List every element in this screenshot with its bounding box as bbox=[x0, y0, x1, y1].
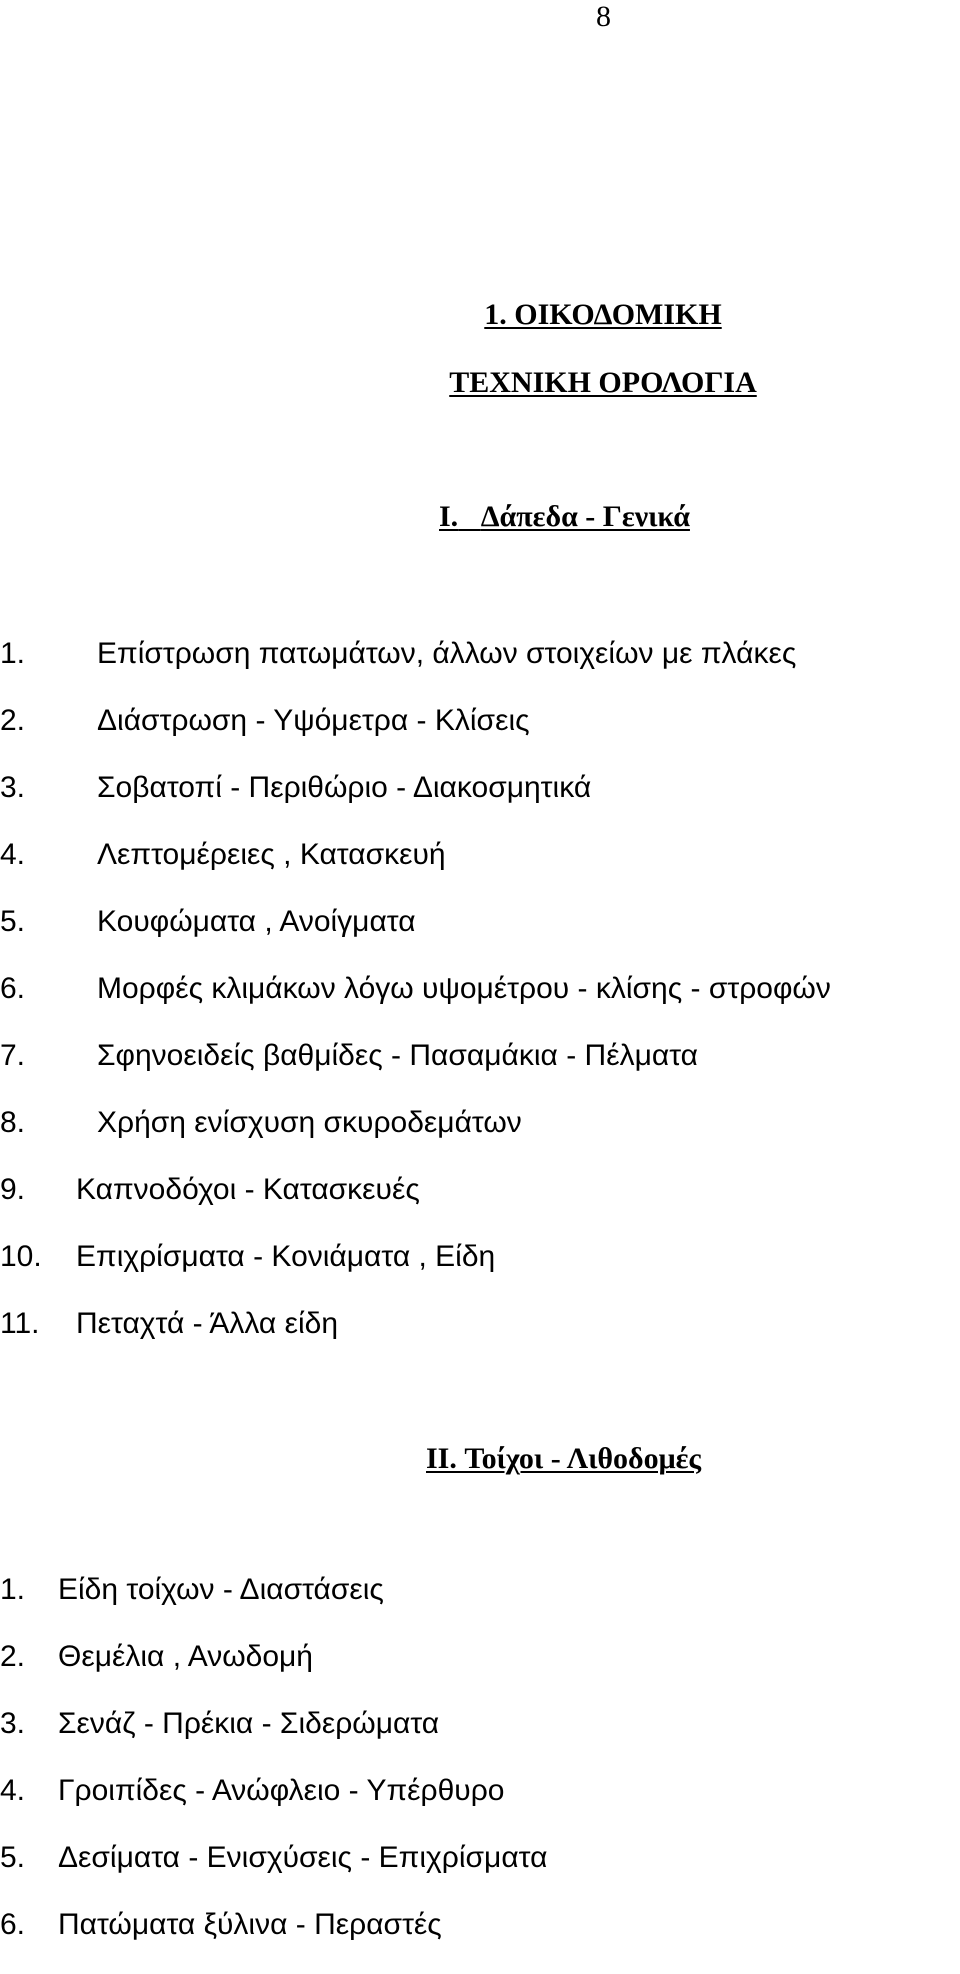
chapter-title-line1: 1. ΟΙΚΟΔΟΜΙΚΗ bbox=[484, 298, 722, 331]
item-number: 4. bbox=[0, 1774, 26, 1807]
item-number: 10. bbox=[0, 1240, 42, 1273]
item-text: Θεμέλια , Ανωδομή bbox=[58, 1640, 313, 1673]
item-text: Καπνοδόχοι - Κατασκευές bbox=[76, 1173, 420, 1206]
item-text: Σφηνοειδείς βαθμίδες - Πασαμάκια - Πέλματα bbox=[97, 1039, 698, 1072]
section-title: Δάπεδα - Γενικά bbox=[480, 500, 690, 533]
item-text: Διάστρωση - Υψόμετρα - Κλίσεις bbox=[97, 704, 530, 737]
item-number: 1. bbox=[0, 637, 26, 670]
item-number: 7. bbox=[0, 1039, 26, 1072]
item-number: 4. bbox=[0, 838, 26, 871]
item-number: 3. bbox=[0, 1707, 26, 1740]
item-text: Πεταχτά - Άλλα είδη bbox=[76, 1307, 339, 1340]
item-text: Μορφές κλιμάκων λόγω υψομέτρου - κλίσης - στροφών bbox=[97, 972, 831, 1005]
item-number: 11. bbox=[0, 1307, 40, 1340]
item-number: 5. bbox=[0, 1841, 26, 1874]
item-text: Δεσίματα - Ενισχύσεις - Επιχρίσματα bbox=[58, 1841, 548, 1874]
item-text: Είδη τοίχων - Διαστάσεις bbox=[58, 1573, 384, 1606]
item-text: Σενάζ - Πρέκια - Σιδερώματα bbox=[58, 1707, 440, 1740]
item-text: Κουφώματα , Ανοίγματα bbox=[97, 905, 416, 938]
section-title: II. Τοίχοι - Λιθοδομές bbox=[426, 1442, 702, 1475]
item-number: 8. bbox=[0, 1106, 26, 1139]
section-heading-walls bbox=[426, 1441, 701, 1477]
item-text: Πατώματα ξύλινα - Περαστές bbox=[58, 1908, 442, 1941]
item-number: 3. bbox=[0, 771, 26, 804]
section-roman-numeral: I. bbox=[439, 500, 459, 533]
item-text: Γροιπίδες - Ανώφλειο - Υπέρθυρο bbox=[58, 1774, 505, 1807]
item-text: Σοβατοπί - Περιθώριο - Διακοσμητικά bbox=[97, 771, 592, 804]
item-number: 2. bbox=[0, 704, 26, 737]
page-number: 8 bbox=[596, 0, 611, 33]
item-number: 1. bbox=[0, 1573, 26, 1606]
item-number: 9. bbox=[0, 1173, 26, 1206]
chapter-title-line2: ΤΕΧΝΙΚΗ ΟΡΟΛΟΓΙΑ bbox=[449, 366, 757, 399]
item-text: Λεπτομέρειες , Κατασκευή bbox=[97, 838, 446, 871]
item-text: Επιχρίσματα - Κονιάματα , Είδη bbox=[76, 1240, 496, 1273]
item-number: 5. bbox=[0, 905, 26, 938]
item-number: 6. bbox=[0, 972, 26, 1005]
item-text: Επίστρωση πατωμάτων, άλλων στοιχείων με πλάκες bbox=[97, 637, 797, 670]
item-text: Χρήση ενίσχυση σκυροδεμάτων bbox=[97, 1106, 522, 1139]
item-number: 2. bbox=[0, 1640, 26, 1673]
section-heading-floors bbox=[439, 499, 690, 535]
item-number: 6. bbox=[0, 1908, 26, 1941]
